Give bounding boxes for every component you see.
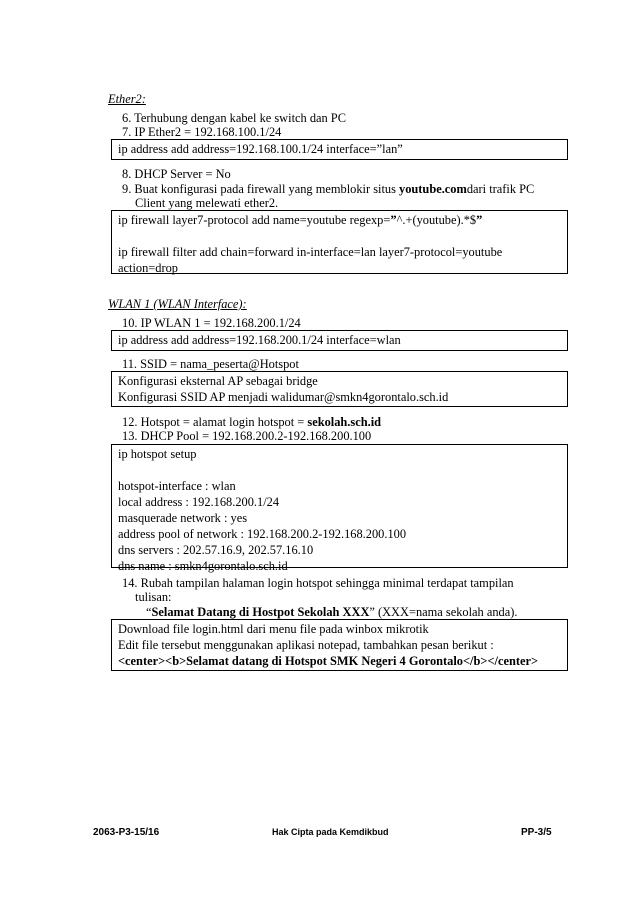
list-item-8: 8. DHCP Server = No — [122, 167, 231, 181]
code-line: ip firewall filter add chain=forward in-interface=lan layer7-protocol=youtube — [118, 245, 503, 259]
code-quote-open: ” — [390, 213, 397, 227]
list-item-9-text: 9. Buat konfigurasi pada firewall yang memblokir situs — [122, 182, 400, 196]
code-blank-line — [118, 462, 567, 478]
code-line: masquerade network : yes — [118, 511, 248, 525]
list-item-7: 7. IP Ether2 = 192.168.100.1/24 — [122, 125, 282, 139]
code-line: ip address add address=192.168.100.1/24 interface=”lan” — [118, 142, 403, 156]
list-item-10: 10. IP WLAN 1 = 192.168.200.1/24 — [122, 316, 301, 330]
code-line: ip hotspot setup — [118, 447, 197, 461]
code-line: dns servers : 202.57.16.9, 202.57.16.10 — [118, 543, 314, 557]
code-box-firewall — [111, 210, 568, 274]
footer-copyright: Hak Cipta pada Kemdikbud — [272, 827, 389, 837]
code-quote-close: ” — [476, 213, 483, 227]
footer-page-number: PP-3/5 — [521, 827, 552, 838]
footer-code: 2063-P3-15/16 — [93, 827, 160, 838]
list-item-11: 11. SSID = nama_peserta@Hotspot — [122, 357, 299, 371]
code-box-ether2-ip — [111, 139, 568, 160]
code-line: Konfigurasi eksternal AP sebagai bridge — [118, 374, 318, 388]
code-box-hotspot-setup — [111, 444, 568, 573]
code-blank-line — [118, 228, 567, 244]
code-line: Edit file tersebut menggunakan aplikasi notepad, tambahkan pesan berikut : — [118, 638, 494, 652]
code-line: local address : 192.168.200.1/24 — [118, 495, 280, 509]
code-text: ip firewall layer7-protocol add name=youtube regexp= — [118, 213, 391, 227]
code-line: action=drop — [118, 261, 178, 275]
code-line: Konfigurasi SSID AP menjadi walidumar@smkn4gorontalo.sch.id — [118, 390, 449, 404]
list-item-13: 13. DHCP Pool = 192.168.200.2-192.168.200.100 — [122, 429, 372, 443]
code-line: ip address add address=192.168.200.1/24 interface=wlan — [118, 333, 401, 347]
list-item-9-line2: Client yang melewati ether2. — [135, 196, 279, 210]
list-item-14-line3 — [146, 605, 517, 619]
list-item-12 — [122, 415, 381, 429]
code-line: dns name : smkn4gorontalo.sch.id — [118, 559, 288, 573]
list-item-9-text-b: dari trafik PC — [466, 182, 535, 196]
code-line: hotspot-interface : wlan — [118, 479, 236, 493]
list-item-12-text: 12. Hotspot = alamat login hotspot = — [122, 415, 308, 429]
list-item-14-text: ” (XXX=nama sekolah anda). — [369, 605, 518, 619]
list-item-14: 14. Rubah tampilan halaman login hotspot sehingga minimal terdapat tampilan — [122, 576, 514, 590]
code-box-ssid — [111, 371, 568, 407]
list-item-9 — [122, 182, 534, 196]
section-heading-wlan: WLAN 1 (WLAN Interface): — [108, 297, 247, 311]
quote-open: “ — [146, 605, 152, 619]
code-line: Download file login.html dari menu file pada winbox mikrotik — [118, 622, 429, 636]
code-line-bold: <center><b>Selamat datang di Hotspot SMK Negeri 4 Gorontalo</b></center> — [118, 654, 539, 668]
list-item-9-bold: youtube.com — [399, 182, 467, 196]
list-item-14-bold: Selamat Datang di Hostpot Sekolah XXX — [151, 605, 370, 619]
list-item-6: 6. Terhubung dengan kabel ke switch dan PC — [122, 111, 346, 125]
code-line: address pool of network : 192.168.200.2-192.168.200.100 — [118, 527, 407, 541]
code-box-login-html — [111, 619, 568, 671]
section-heading-ether2: Ether2: — [108, 92, 146, 106]
list-item-12-bold: sekolah.sch.id — [307, 415, 382, 429]
code-line — [118, 212, 567, 228]
list-item-14-line2: tulisan: — [135, 590, 172, 604]
code-box-wlan-ip — [111, 330, 568, 351]
code-regexp: ^.+(youtube).*$ — [396, 213, 477, 227]
